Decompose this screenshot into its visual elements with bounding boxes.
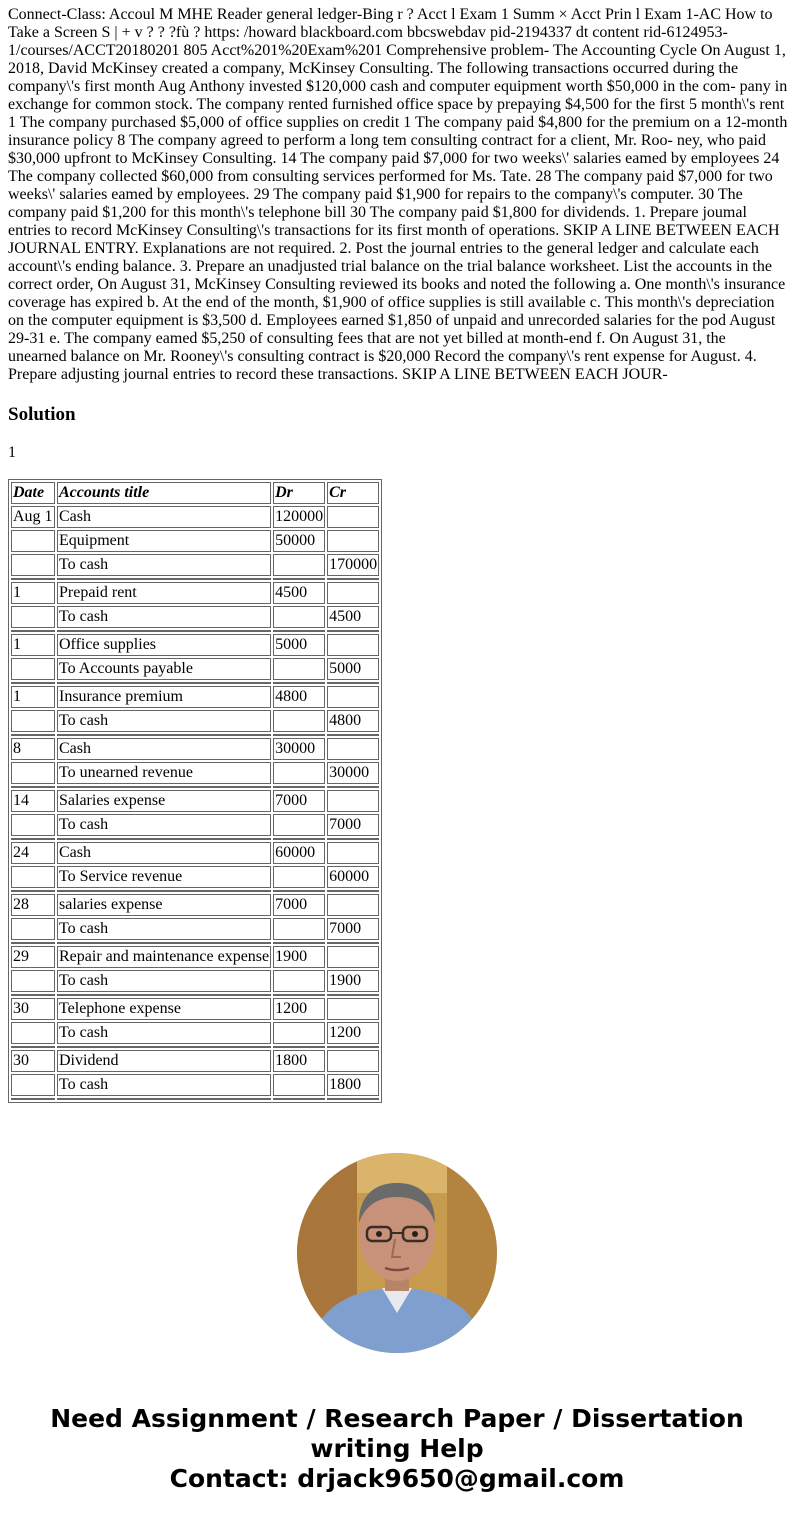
cell-account: To cash xyxy=(57,814,271,836)
separator-cell xyxy=(11,994,55,996)
cell-account: To Service revenue xyxy=(57,866,271,888)
separator-cell xyxy=(327,630,379,632)
cell-credit xyxy=(327,946,379,968)
cell-account: Cash xyxy=(57,506,271,528)
entry-separator xyxy=(11,838,379,840)
cell-account: Cash xyxy=(57,842,271,864)
cell-account: salaries expense xyxy=(57,894,271,916)
cell-date: 1 xyxy=(11,634,55,656)
cell-date: 30 xyxy=(11,998,55,1020)
separator-cell xyxy=(11,578,55,580)
cell-credit: 4800 xyxy=(327,710,379,732)
separator-cell xyxy=(327,890,379,892)
author-portrait-icon xyxy=(297,1153,497,1353)
cell-account: Telephone expense xyxy=(57,998,271,1020)
cell-debit xyxy=(273,866,325,888)
cell-debit: 5000 xyxy=(273,634,325,656)
separator-cell xyxy=(273,630,325,632)
journal-row xyxy=(11,606,379,628)
journal-row xyxy=(11,918,379,940)
cell-date: 29 xyxy=(11,946,55,968)
separator-cell xyxy=(273,994,325,996)
cell-debit: 4500 xyxy=(273,582,325,604)
entry-separator xyxy=(11,890,379,892)
cell-debit: 7000 xyxy=(273,790,325,812)
cell-debit: 1800 xyxy=(273,1050,325,1072)
cell-account: Equipment xyxy=(57,530,271,552)
cell-account: To cash xyxy=(57,970,271,992)
journal-row xyxy=(11,970,379,992)
cell-date xyxy=(11,814,55,836)
journal-body xyxy=(11,506,379,1100)
separator-cell xyxy=(273,838,325,840)
journal-row xyxy=(11,530,379,552)
cell-date xyxy=(11,658,55,680)
cell-account: To cash xyxy=(57,554,271,576)
journal-row xyxy=(11,554,379,576)
cell-credit xyxy=(327,530,379,552)
cell-credit: 170000 xyxy=(327,554,379,576)
separator-cell xyxy=(273,578,325,580)
cell-credit: 1800 xyxy=(327,1074,379,1096)
separator-cell xyxy=(11,786,55,788)
cell-credit: 60000 xyxy=(327,866,379,888)
cell-credit: 7000 xyxy=(327,918,379,940)
separator-cell xyxy=(11,1046,55,1048)
cell-credit xyxy=(327,842,379,864)
journal-row xyxy=(11,582,379,604)
cell-account: Cash xyxy=(57,738,271,760)
cell-date: 1 xyxy=(11,686,55,708)
cell-account: Insurance premium xyxy=(57,686,271,708)
cell-account: To unearned revenue xyxy=(57,762,271,784)
cell-credit: 1200 xyxy=(327,1022,379,1044)
journal-row xyxy=(11,946,379,968)
question-text: Connect-Class: Accoul M MHE Reader general ledger-Bing r ? Acct l Exam 1 Summ × Acct Prin l Exam 1-AC How to Take a Screen S | + v ? ? ?fù ? https: /howard blackboard.com bbcswebdav pid-2194337 dt content rid-6124953-1/courses/ACCT20180201 805 Acct%201%20Exam%201 Comprehensive problem- The Accounting Cycle On August 1, 2018, David McKinsey created a company, McKinsey Consulting. The following transactions occurred during the company\'s first month Aug Anthony invested $120,000 cash and computer equipment worth $50,000 in the com- pany in exchange for common stock. The company rented furnished office space by prepaying $4,500 for the first 5 month\'s rent 1 The company purchased $5,000 of office supplies on credit 1 The company paid $4,800 for the premium on a 12-month insurance policy 8 The company agreed to perform a long tem consulting contract for a client, Mr. Roo- ney, who paid $30,000 upfront to McKinsey Consulting. 14 The company paid $7,000 for two weeks\' salaries eamed by employees 24 The company collected $60,000 from consulting services performed for Ms. Tate. 28 The company paid $7,000 for two weeks\' salaries eamed by employees. 29 The company paid $1,900 for repairs to the company\'s computer. 30 The company paid $1,200 for this month\'s telephone bill 30 The company paid $1,800 for dividends. 1. Prepare joumal entries to record McKinsey Consulting\'s transactions for its first month of operations. SKIP A LINE BETWEEN EACH JOURNAL ENTRY. Explanations are not required. 2. Post the journal entries to the general ledger and calculate each account\'s ending balance. 3. Prepare an unadjusted trial balance on the trial balance worksheet. List the accounts in the correct order, On August 31, McKinsey Consulting reviewed its books and noted the following a. One month\'s insurance coverage has expired b. At the end of the month, $1,900 of office supplies is still available c. This month\'s depreciation on the computer equipment is $3,500 d. Employees earned $1,850 of unpaid and unrecorded salaries for the pod August 29-31 e. The company eamed $5,250 of consulting fees that are not yet billed at month-end f. On August 31, the unearned balance on Mr. Rooney\'s consulting contract is $20,000 Record the company\'s rent expense for August. 4. Prepare adjusting journal entries to record these transactions. SKIP A LINE BETWEEN EACH JOUR- xyxy=(8,6,788,383)
cell-account: To cash xyxy=(57,606,271,628)
separator-cell xyxy=(57,682,271,684)
separator-cell xyxy=(11,630,55,632)
cell-date: 14 xyxy=(11,790,55,812)
cell-debit xyxy=(273,970,325,992)
journal-row xyxy=(11,842,379,864)
cell-date xyxy=(11,762,55,784)
journal-row xyxy=(11,814,379,836)
header-dr: Dr xyxy=(273,482,325,504)
journal-row xyxy=(11,634,379,656)
journal-table xyxy=(8,479,382,1103)
entry-separator xyxy=(11,578,379,580)
cell-debit: 1900 xyxy=(273,946,325,968)
separator-cell xyxy=(57,838,271,840)
cell-account: Repair and maintenance expense xyxy=(57,946,271,968)
cell-date xyxy=(11,710,55,732)
cell-credit xyxy=(327,506,379,528)
separator-cell xyxy=(273,682,325,684)
separator-cell xyxy=(273,942,325,944)
separator-cell xyxy=(57,1046,271,1048)
separator-cell xyxy=(273,786,325,788)
cell-credit xyxy=(327,998,379,1020)
cell-account: To cash xyxy=(57,918,271,940)
separator-cell xyxy=(327,682,379,684)
entry-separator xyxy=(11,994,379,996)
journal-row xyxy=(11,686,379,708)
separator-cell xyxy=(327,1098,379,1100)
cell-date xyxy=(11,1022,55,1044)
journal-row xyxy=(11,658,379,680)
entry-separator xyxy=(11,734,379,736)
cell-account: Salaries expense xyxy=(57,790,271,812)
journal-row xyxy=(11,866,379,888)
separator-cell xyxy=(11,1098,55,1100)
journal-row xyxy=(11,506,379,528)
separator-cell xyxy=(327,838,379,840)
cell-credit xyxy=(327,894,379,916)
header-cr: Cr xyxy=(327,482,379,504)
separator-cell xyxy=(327,734,379,736)
journal-row xyxy=(11,762,379,784)
cell-account: To cash xyxy=(57,1074,271,1096)
cell-debit xyxy=(273,554,325,576)
cell-debit xyxy=(273,1074,325,1096)
separator-cell xyxy=(273,734,325,736)
journal-row xyxy=(11,894,379,916)
cell-date: 1 xyxy=(11,582,55,604)
cell-credit: 5000 xyxy=(327,658,379,680)
cell-credit xyxy=(327,686,379,708)
separator-cell xyxy=(57,942,271,944)
cell-date xyxy=(11,1074,55,1096)
cell-account: Office supplies xyxy=(57,634,271,656)
separator-cell xyxy=(273,890,325,892)
cell-debit xyxy=(273,710,325,732)
journal-row xyxy=(11,1022,379,1044)
cell-date: 30 xyxy=(11,1050,55,1072)
cell-account: Prepaid rent xyxy=(57,582,271,604)
entry-separator xyxy=(11,942,379,944)
cell-date xyxy=(11,918,55,940)
cell-date: 24 xyxy=(11,842,55,864)
cell-debit xyxy=(273,1022,325,1044)
cell-debit xyxy=(273,814,325,836)
separator-cell xyxy=(11,734,55,736)
separator-cell xyxy=(327,994,379,996)
cell-date xyxy=(11,970,55,992)
cell-debit xyxy=(273,918,325,940)
cell-debit xyxy=(273,658,325,680)
separator-cell xyxy=(327,1046,379,1048)
promo-contact[interactable]: Contact: drjack9650@gmail.com xyxy=(169,1464,625,1493)
solution-heading: Solution xyxy=(8,404,76,425)
header-account: Accounts title xyxy=(57,482,271,504)
cell-date xyxy=(11,530,55,552)
journal-row xyxy=(11,710,379,732)
separator-cell xyxy=(57,578,271,580)
separator-cell xyxy=(57,734,271,736)
separator-cell xyxy=(327,942,379,944)
journal-row xyxy=(11,1050,379,1072)
cell-credit: 1900 xyxy=(327,970,379,992)
cell-credit xyxy=(327,738,379,760)
cell-credit xyxy=(327,634,379,656)
separator-cell xyxy=(11,942,55,944)
entry-separator xyxy=(11,1098,379,1100)
cell-debit: 4800 xyxy=(273,686,325,708)
cell-date: 28 xyxy=(11,894,55,916)
cell-debit: 50000 xyxy=(273,530,325,552)
entry-separator xyxy=(11,682,379,684)
separator-cell xyxy=(57,994,271,996)
entry-separator xyxy=(11,786,379,788)
cell-credit: 30000 xyxy=(327,762,379,784)
cell-date xyxy=(11,606,55,628)
cell-debit: 1200 xyxy=(273,998,325,1020)
cell-debit: 7000 xyxy=(273,894,325,916)
promo-line-2: writing Help xyxy=(310,1434,484,1463)
separator-cell xyxy=(11,838,55,840)
cell-debit xyxy=(273,762,325,784)
separator-cell xyxy=(11,890,55,892)
separator-cell xyxy=(57,630,271,632)
part-number: 1 xyxy=(8,444,16,461)
journal-header-row xyxy=(11,482,379,504)
journal-row xyxy=(11,790,379,812)
cell-date xyxy=(11,866,55,888)
separator-cell xyxy=(57,890,271,892)
cell-date: Aug 1 xyxy=(11,506,55,528)
promo-line-1: Need Assignment / Research Paper / Dissertation xyxy=(50,1404,744,1433)
entry-separator xyxy=(11,630,379,632)
journal-row xyxy=(11,998,379,1020)
separator-cell xyxy=(327,786,379,788)
separator-cell xyxy=(327,578,379,580)
cell-date: 8 xyxy=(11,738,55,760)
cell-account: Dividend xyxy=(57,1050,271,1072)
cell-account: To cash xyxy=(57,1022,271,1044)
separator-cell xyxy=(273,1098,325,1100)
author-avatar xyxy=(297,1153,497,1353)
cell-date xyxy=(11,554,55,576)
cell-credit xyxy=(327,1050,379,1072)
cell-account: To Accounts payable xyxy=(57,658,271,680)
separator-cell xyxy=(11,682,55,684)
journal-row xyxy=(11,738,379,760)
cell-debit: 30000 xyxy=(273,738,325,760)
promo-banner xyxy=(0,1404,794,1494)
cell-account: To cash xyxy=(57,710,271,732)
cell-debit: 120000 xyxy=(273,506,325,528)
cell-credit: 4500 xyxy=(327,606,379,628)
header-date: Date xyxy=(11,482,55,504)
separator-cell xyxy=(57,1098,271,1100)
entry-separator xyxy=(11,1046,379,1048)
cell-credit xyxy=(327,790,379,812)
journal-row xyxy=(11,1074,379,1096)
cell-credit: 7000 xyxy=(327,814,379,836)
cell-debit: 60000 xyxy=(273,842,325,864)
separator-cell xyxy=(57,786,271,788)
cell-debit xyxy=(273,606,325,628)
cell-credit xyxy=(327,582,379,604)
separator-cell xyxy=(273,1046,325,1048)
